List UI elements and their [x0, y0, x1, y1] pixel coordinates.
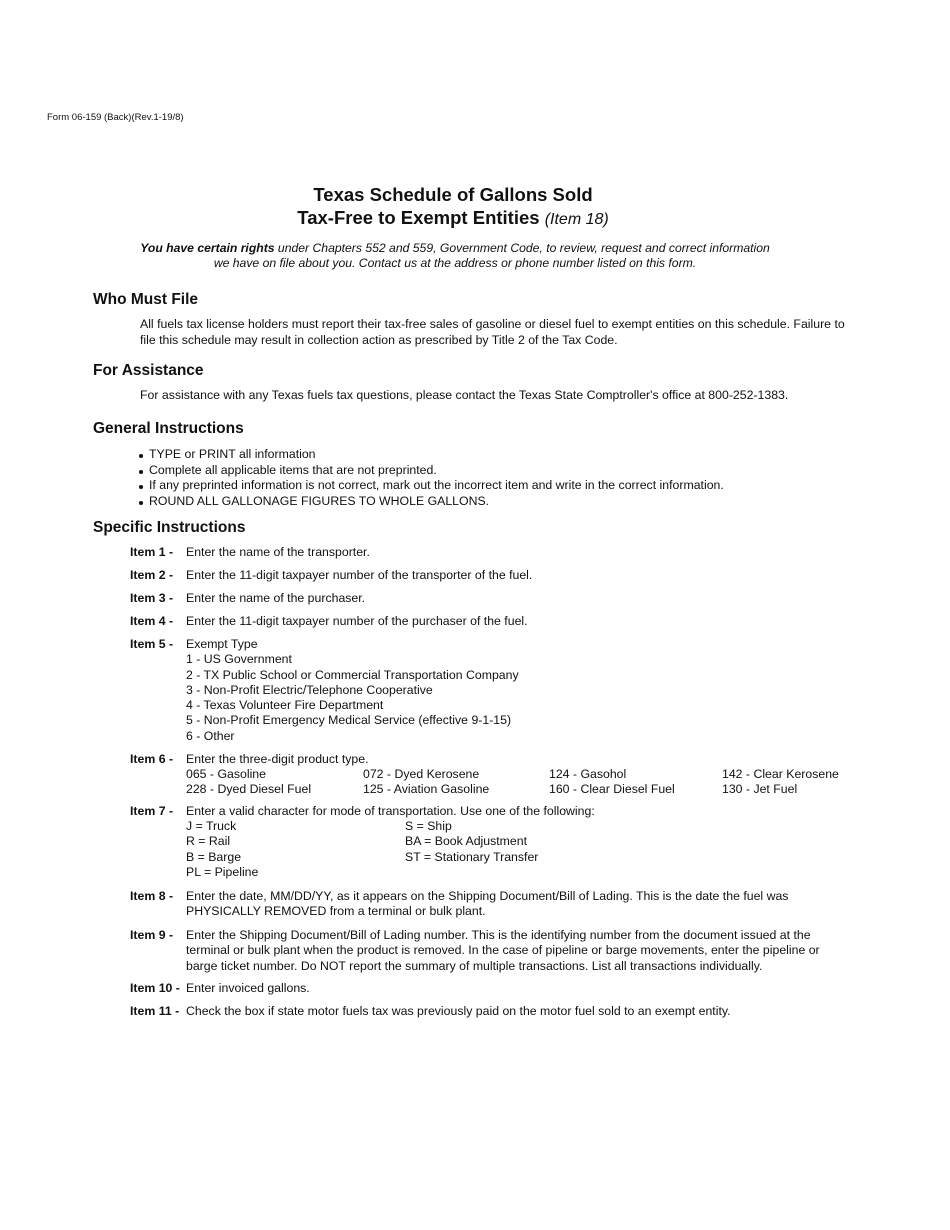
list-item: If any preprinted information is not correct, mark out the incorrect item and write in the correct information. [138, 478, 724, 494]
list-item: ROUND ALL GALLONAGE FIGURES TO WHOLE GALLONS. [138, 494, 724, 510]
transport-mode: R = Rail [186, 834, 231, 849]
product-type: 072 - Dyed Kerosene [363, 767, 480, 782]
for-assistance-heading: For Assistance [93, 362, 204, 379]
transport-mode: ST = Stationary Transfer [405, 850, 539, 865]
exempt-type-option: 4 - Texas Volunteer Fire Department [186, 698, 384, 713]
general-instructions-list [138, 447, 724, 509]
list-item: Complete all applicable items that are not preprinted. [138, 463, 724, 479]
who-must-file-heading: Who Must File [93, 291, 199, 308]
privacy-notice: You have certain rights under Chapters 552 and 559, Government Code, to review, request and correct information we have on file about you. Contact us at the address or phone number listed on this form. [140, 241, 770, 270]
general-instructions-heading: General Instructions [93, 420, 244, 437]
transport-mode: BA = Book Adjustment [405, 834, 528, 849]
exempt-type-option: 2 - TX Public School or Commercial Transportation Company [186, 667, 519, 682]
product-type: 130 - Jet Fuel [722, 782, 798, 797]
title-line-2: Tax-Free to Exempt Entities (Item 18) [297, 207, 609, 228]
product-type: 065 - Gasoline [186, 767, 266, 782]
transport-mode: PL = Pipeline [186, 865, 259, 880]
exempt-type-option: 1 - US Government [186, 652, 292, 667]
product-type-grid [186, 767, 846, 798]
transport-mode: J = Truck [186, 819, 237, 834]
product-type: 124 - Gasohol [549, 767, 627, 782]
product-type: 228 - Dyed Diesel Fuel [186, 782, 312, 797]
transport-mode: B = Barge [186, 850, 242, 865]
form-page: Form 06-159 (Back)(Rev.1-19/8) Texas Schedule of Gallons Sold Tax-Free to Exempt Entities (Item 18) You have certain rights under Chapters 552 and 559, Government Code, to review, request and correct information we have on file about you. Contact us at the address or phone number listed on this form. Who Must File All fuels tax license holders must report their tax-free sales of gasoline or diesel fuel to exempt entities on this schedule. Failure to file this schedule may result in collection action as prescribed by Title 2 of the Tax Code. For Assistance For assistance with any Texas fuels tax questions, please contact the Texas State Comptroller's office at 800-252-1383. General Instructions TYPE or PRINT all information Complete all applicable items that are not preprinted. If any preprinted information is not correct, mark out the incorrect item and write in the correct information. ROUND ALL GALLONAGE FIGURES TO WHOLE GALLONS. Specific Instructions Item 1 - Enter the name of the transporter. Item 2 - Enter the 11-digit taxpayer number of the transporter of the fuel. Item 3 - Enter the name of the purchaser. Item 4 - Enter the 11-digit taxpayer number of the purchaser of the fuel. Item 5 - Exempt Type 1 - US Government 2 - TX Public School or Commercial Transportation Company 3 - Non-Profit Electric/Telephone Cooperative 4 - Texas Volunteer Fire Department 5 - Non-Profit Emergency Medical Service (effective 9-1-15) 6 - Other Item 6 - Enter the three-digit product type. 065 - Gasoline 072 - Dyed Kerosene 124 - Gasohol 142 - Clear Kerosene 228 - Dyed Diesel Fuel 125 - Aviation Gasoline 160 - Clear Diesel Fuel 130 - Jet Fuel Item 7 - Enter a valid character for mode of transportation. Use one of the following: J = Truck S = Ship R = Rail BA = Book Adjustment B = Barge ST = Stationary Transfer PL = Pipeline Item 8 - Enter the date, MM/DD/YY, as it appears on the Shipping Document/Bill of Lading. This is the date the fuel was PHYSICALLY REMOVED from a terminal or bulk plant. Item 9 - Enter the Shipping Document/Bill of Lading number. This is the identifying number from the document issued at the terminal or bulk plant when the product is removed. In the case of pipeline or barge movements, enter the pipeline or barge ticket number. Do NOT report the summary of multiple transactions. List all transactions individually. Item 10 - Enter invoiced gallons. Item 11 - Check the box if state motor fuels tax was previously paid on the motor fuel sold to an exempt entity. [0, 0, 950, 1230]
product-type: 160 - Clear Diesel Fuel [549, 782, 675, 797]
title-line-1: Texas Schedule of Gallons Sold [313, 184, 593, 205]
form-number: Form 06-159 (Back)(Rev.1-19/8) [47, 112, 184, 123]
product-type: 142 - Clear Kerosene [722, 767, 839, 782]
transport-mode-grid [186, 819, 846, 881]
exempt-type-option: 3 - Non-Profit Electric/Telephone Cooperative [186, 682, 433, 697]
who-must-file-text: All fuels tax license holders must report their tax-free sales of gasoline or diesel fuel to exempt entities on this schedule. Failure to file this schedule may result in collection action as prescribed by Title 2 of the Tax Code. [140, 317, 845, 347]
product-type: 125 - Aviation Gasoline [363, 782, 490, 797]
specific-instructions-heading: Specific Instructions [93, 519, 246, 536]
for-assistance-text: For assistance with any Texas fuels tax questions, please contact the Texas State Comptroller's office at 800-252-1383. [140, 388, 789, 402]
exempt-type-option: 5 - Non-Profit Emergency Medical Service (effective 9-1-15) [186, 713, 512, 728]
exempt-type-option: 6 - Other [186, 728, 235, 743]
transport-mode: S = Ship [405, 819, 452, 834]
page-title [0, 183, 906, 231]
list-item: TYPE or PRINT all information [138, 447, 724, 463]
